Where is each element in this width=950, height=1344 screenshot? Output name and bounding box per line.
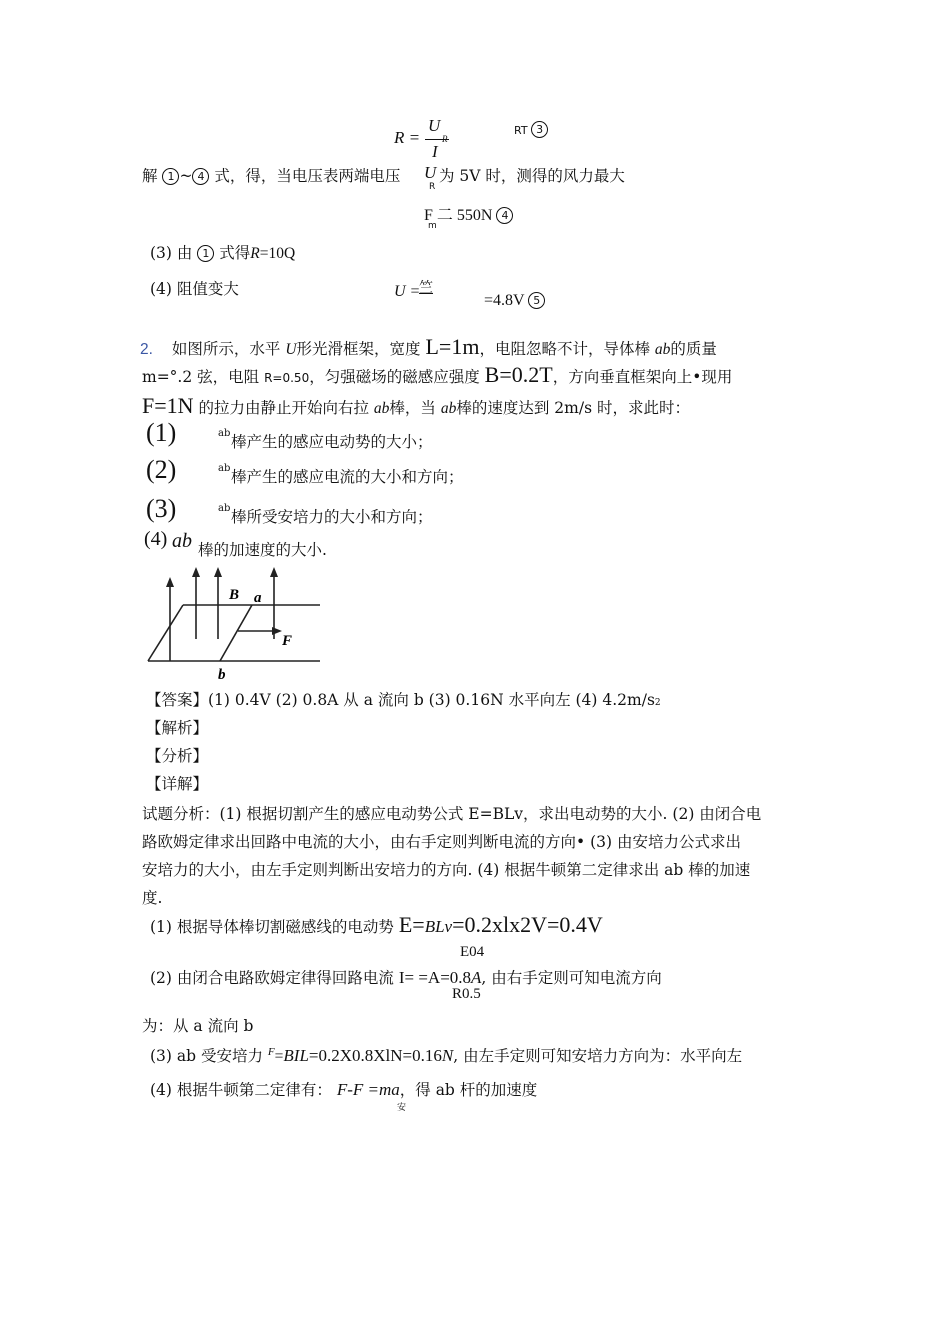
problem-text-1c: ，电阻忽略不计，导体棒 xyxy=(479,340,650,358)
step-2 xyxy=(150,966,662,988)
u-shape: U xyxy=(285,341,297,358)
label-force: F xyxy=(282,633,293,649)
q1-text: 棒产生的感应电动势的大小； xyxy=(231,433,433,451)
fm-value: 二 550N xyxy=(436,207,493,224)
q2-ab: ab xyxy=(218,463,231,474)
fm-f: F xyxy=(424,207,433,224)
analysis-line-1: 试题分析：(1) 根据切割产生的感应电动势公式 E=BLv，求出电动势的大小. (2) 由闭合电 xyxy=(142,805,762,823)
width-value: L=1m xyxy=(425,334,480,359)
q3-ab: ab xyxy=(218,503,231,514)
step4-equation: F-F =ma xyxy=(336,1080,400,1099)
item3-r: R xyxy=(250,245,260,262)
step-4 xyxy=(150,1078,537,1100)
item3-text: 式得 xyxy=(219,244,251,262)
rod-ab-line xyxy=(220,605,252,661)
step3-bil: BIL xyxy=(283,1046,309,1065)
solve-u-symbol: U xyxy=(424,163,437,182)
step3-f: F xyxy=(267,1045,275,1058)
q3-number: (3) xyxy=(146,494,177,523)
fm-subscript: m xyxy=(428,221,437,231)
answer-text: 【答案】(1) 0.4V (2) 0.8A 从 a 流向 b (3) 0.16N 水平向左 (4) 4.2m/s xyxy=(146,691,655,709)
problem-text-3a: 的拉力由静止开始向右拉 xyxy=(198,399,369,417)
answer-exponent: 2 xyxy=(654,698,661,708)
solve-u-subscript: R xyxy=(429,182,436,192)
label-a: a xyxy=(254,590,262,606)
step1-text: (1) 根据导体棒切割磁感线的电动势 xyxy=(150,918,394,936)
problem-text-3b: 棒，当 xyxy=(389,399,436,417)
formula-u-numerator: U xyxy=(428,116,441,135)
solve-text: 式，得，当电压表两端电压 xyxy=(214,167,401,185)
q4-number: (4) xyxy=(144,528,168,550)
step2-unit: A xyxy=(471,968,482,987)
step-1 xyxy=(150,912,603,938)
item4-u: U = xyxy=(394,283,421,300)
circled-number-5: 5 xyxy=(528,292,545,309)
q2-text: 棒产生的感应电流的大小和方向； xyxy=(231,468,464,486)
force-value: F=1N xyxy=(142,393,194,418)
left-rail xyxy=(148,605,183,661)
problem-text-2b: ，匀强磁场的磁感应强度 xyxy=(309,368,480,386)
field-arrow-1 xyxy=(166,577,174,587)
problem-line-2 xyxy=(142,362,732,388)
step2-current: I= =A=0.8 xyxy=(398,968,472,987)
rt-label xyxy=(514,121,548,138)
mass-text: m=°.2 弦，电阻 xyxy=(142,368,260,386)
step3-value: =0.2X0.8XlN=0.16 xyxy=(308,1046,442,1065)
circled-number-1: 1 xyxy=(162,168,179,185)
rod-ab-3: ab xyxy=(440,400,457,417)
field-value: B=0.2T xyxy=(484,362,553,387)
problem-text-1d: 的质量 xyxy=(670,340,717,358)
formula-r-lhs: R = xyxy=(394,128,421,147)
step2-denominator: R0.5 xyxy=(452,986,481,1002)
step1-value: =0.2xlx2V=0.4V xyxy=(452,912,603,937)
step-3 xyxy=(150,1044,742,1066)
q1-ab: ab xyxy=(218,428,231,439)
item4-value-line xyxy=(484,292,545,310)
fm-line xyxy=(424,202,513,225)
analysis-line-3: 安培力的大小，由左手定则判断出安培力的方向. (4) 根据牛顿第二定律求出 ab 棒的加速 xyxy=(142,861,751,879)
analysis-line-2: 路欧姆定律求出回路中电流的大小，由右手定则判断电流的方向• (3) 由安培力公式求出 xyxy=(142,833,741,851)
step1-e: E= xyxy=(398,912,425,937)
item4-fraction: 竺 xyxy=(419,280,433,296)
heading-fenxi: 【分析】 xyxy=(146,747,209,765)
heading-xiangjie: 【详解】 xyxy=(146,775,209,793)
item-3 xyxy=(150,241,295,263)
answer-line xyxy=(146,688,661,710)
field-arrow-3 xyxy=(214,567,222,577)
step4-text: (4) 根据牛顿第二定律有： xyxy=(150,1081,332,1099)
step2-continuation: 为：从 a 流向 b xyxy=(142,1017,254,1035)
circled-number-4: 4 xyxy=(192,168,209,185)
step2-direction: , 由右手定则可知电流方向 xyxy=(481,969,662,987)
step3-direction: , 由左手定则可知安培力方向为：水平向左 xyxy=(453,1047,743,1065)
heading-jiexi: 【解析】 xyxy=(146,719,209,737)
step3-eq: = xyxy=(274,1048,284,1065)
step2-numerator: E04 xyxy=(460,944,485,960)
field-arrow-2 xyxy=(192,567,200,577)
field-arrow-4 xyxy=(270,567,278,577)
item3-prefix: (3) 由 xyxy=(150,244,193,262)
label-b-field: B xyxy=(229,587,240,603)
rt-text: RT xyxy=(514,124,528,137)
step4-result: ，得 ab 杆的加速度 xyxy=(399,1081,538,1099)
solve-prefix: 解 xyxy=(142,167,158,185)
rail-diagram xyxy=(142,565,324,683)
circled-number-4b: 4 xyxy=(496,207,513,224)
q3-text: 棒所受安培力的大小和方向； xyxy=(231,508,433,526)
q4-text: 棒的加速度的大小. xyxy=(198,541,327,559)
problem-number: 2. xyxy=(140,341,153,358)
step2-text: (2) 由闭合电路欧姆定律得回路电流 xyxy=(150,969,394,987)
item3-value: =10Q xyxy=(259,245,296,262)
problem-line-3 xyxy=(142,393,690,419)
step4-subscript: 安 xyxy=(397,1103,407,1113)
tilde: ~ xyxy=(179,167,193,185)
solve-text-end: 为 5V 时，测得的风力最大 xyxy=(439,167,625,185)
problem-line-1 xyxy=(140,334,717,360)
resistance-value: R=0.50 xyxy=(264,371,310,385)
circled-number-1b: 1 xyxy=(197,245,214,262)
fraction-bar xyxy=(425,139,449,140)
analysis-line-4: 度. xyxy=(142,889,163,907)
step3-unit: N xyxy=(441,1046,454,1065)
step3-text: (3) ab 受安培力 xyxy=(150,1047,263,1065)
q1-number: (1) xyxy=(146,418,177,447)
item4-value: =4.8V xyxy=(484,292,525,309)
q4-ab: ab xyxy=(172,530,192,552)
rod-ab: ab xyxy=(654,341,671,358)
step1-blv: BLv xyxy=(424,917,453,936)
force-arrowhead xyxy=(272,627,282,635)
rod-ab-2: ab xyxy=(373,400,390,417)
label-b-end: b xyxy=(218,667,226,683)
problem-text-3c: 棒的速度达到 2m/s 时，求此时： xyxy=(456,399,690,417)
problem-text-1a: 如图所示，水平 xyxy=(171,340,281,358)
circled-number-3: 3 xyxy=(531,121,548,138)
solve-line xyxy=(142,164,400,186)
q2-number: (2) xyxy=(146,455,177,484)
problem-text-1b: 形光滑框架，宽度 xyxy=(296,340,421,358)
item-4: (4) 阻值变大 xyxy=(150,280,239,298)
problem-text-2c: ，方向垂直框架向上•现用 xyxy=(552,368,733,386)
formula-i-denominator: I xyxy=(432,142,438,161)
